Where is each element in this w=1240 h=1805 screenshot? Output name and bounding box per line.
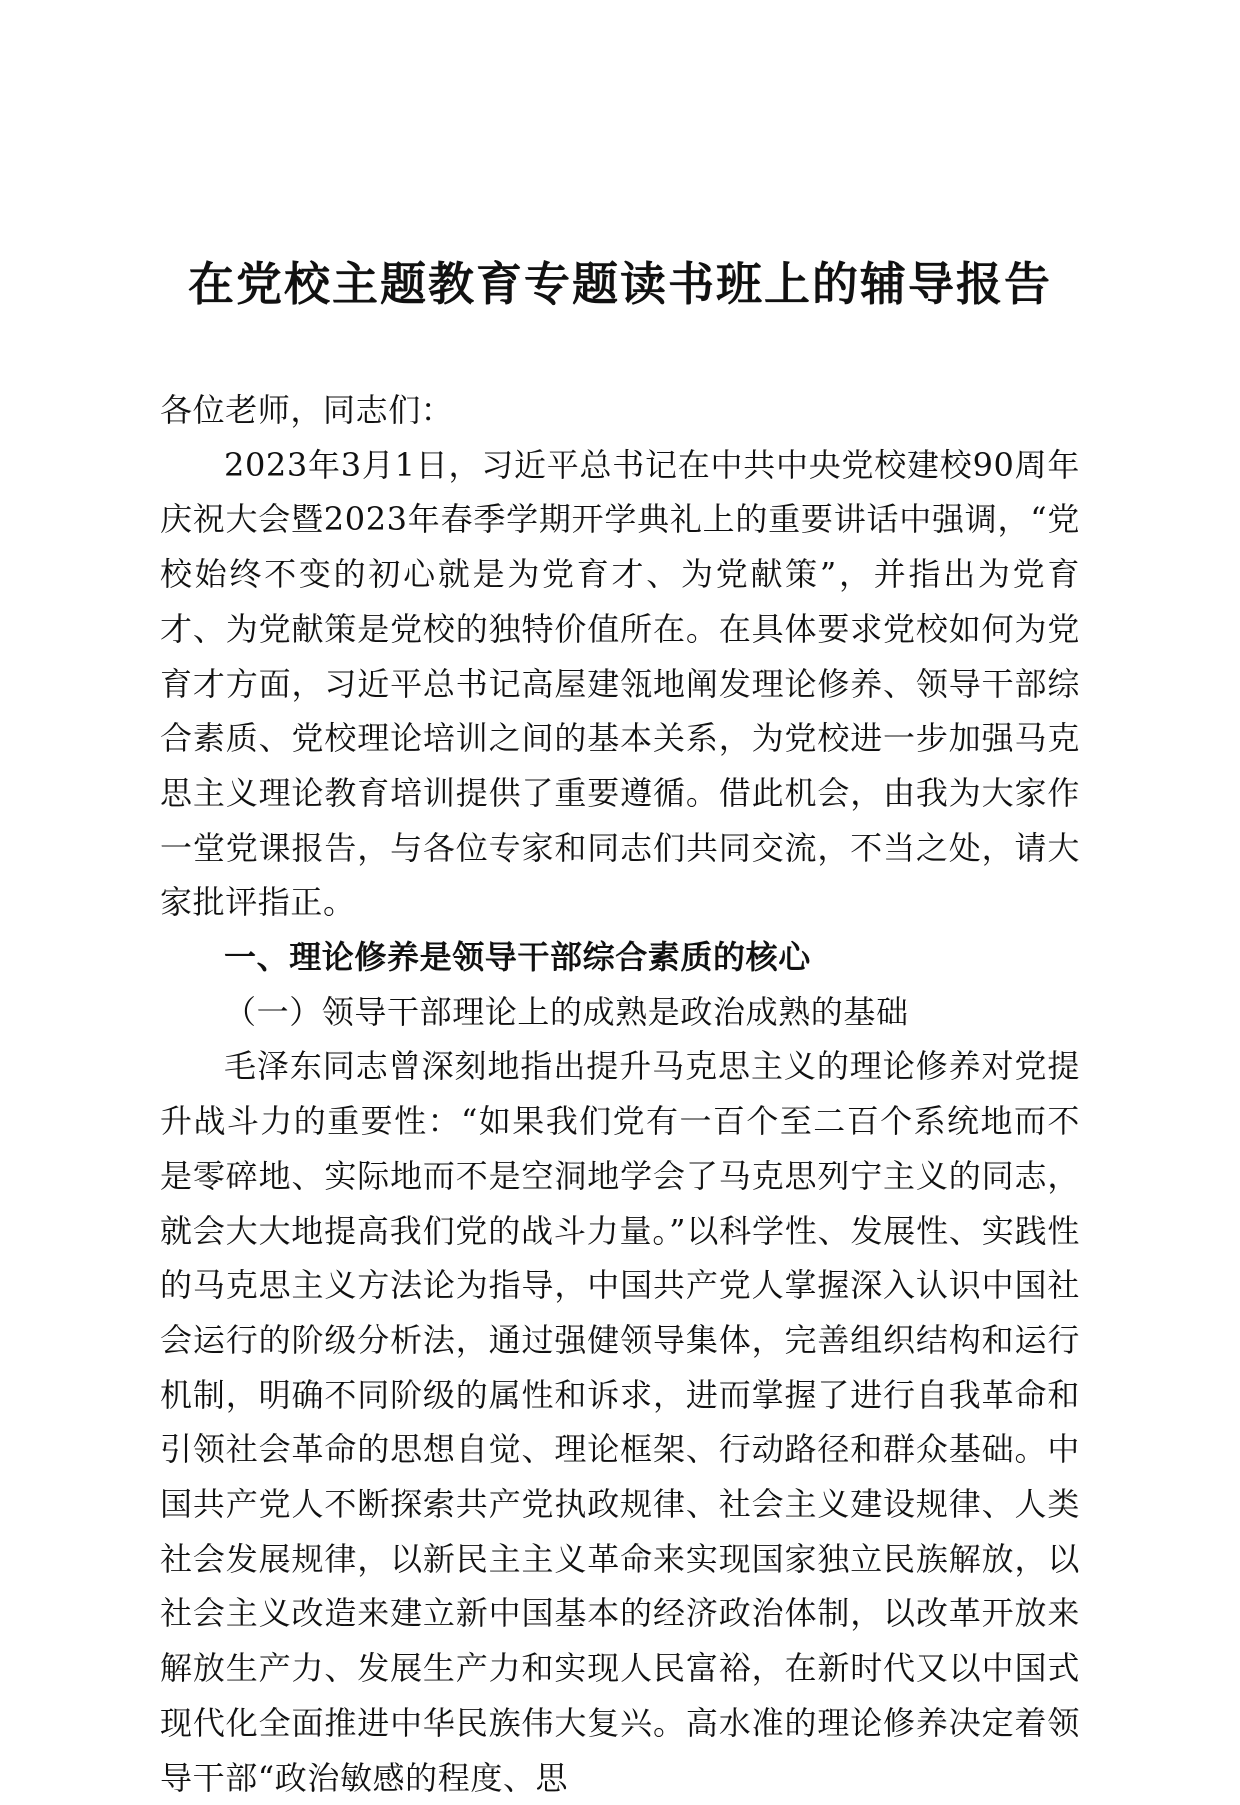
paragraph-intro: 2023年3月1日，习近平总书记在中共中央党校建校90周年庆祝大会暨2023年春季学期开学典礼上的重要讲话中强调，“党校始终不变的初心就是为党育才、为党献策”，并指出为党育才、为党献策是党校的独特价值所在。在具体要求党校如何为党育才方面，习近平总书记高屋建瓴地阐发理论修养、领导干部综合素质、党校理论培训之间的基本关系，为党校进一步加强马克思主义理论教育培训提供了重要遵循。借此机会，由我为大家作一堂党课报告，与各位专家和同志们共同交流，不当之处，请大家批评指正。 <box>160 445 1080 922</box>
document-title: 在党校主题教育专题读书班上的辅导报告 <box>188 257 1052 311</box>
document-body <box>160 383 1080 1805</box>
section-heading: 一、理论修养是领导干部综合素质的核心 <box>224 938 811 977</box>
salutation: 各位老师，同志们： <box>160 391 454 429</box>
subsection-heading: （一）领导干部理论上的成熟是政治成熟的基础 <box>224 992 909 1031</box>
paragraph-body: 毛泽东同志曾深刻地指出提升马克思主义的理论修养对党提升战斗力的重要性：“如果我们党有一百个至二百个系统地而不是零碎地、实际地而不是空洞地学会了马克思列宁主义的同志，就会大大地提高我们党的战斗力量。”以科学性、发展性、实践性的马克思主义方法论为指导，中国共产党人掌握深入认识中国社会运行的阶级分析法，通过强健领导集体，完善组织结构和运行机制，明确不同阶级的属性和诉求，进而掌握了进行自我革命和引领社会革命的思想自觉、理论框架、行动路径和群众基础。中国共产党人不断探索共产党执政规律、社会主义建设规律、人类社会发展规律，以新民主主义革命来实现国家独立民族解放，以社会主义改造来建立新中国基本的经济政治体制，以改革开放来解放生产力、发展生产力和实现人民富裕，在新时代又以中国式现代化全面推进中华民族伟大复兴。高水准的理论修养决定着领导干部“政治敏感的程度、思 <box>160 1047 1080 1797</box>
